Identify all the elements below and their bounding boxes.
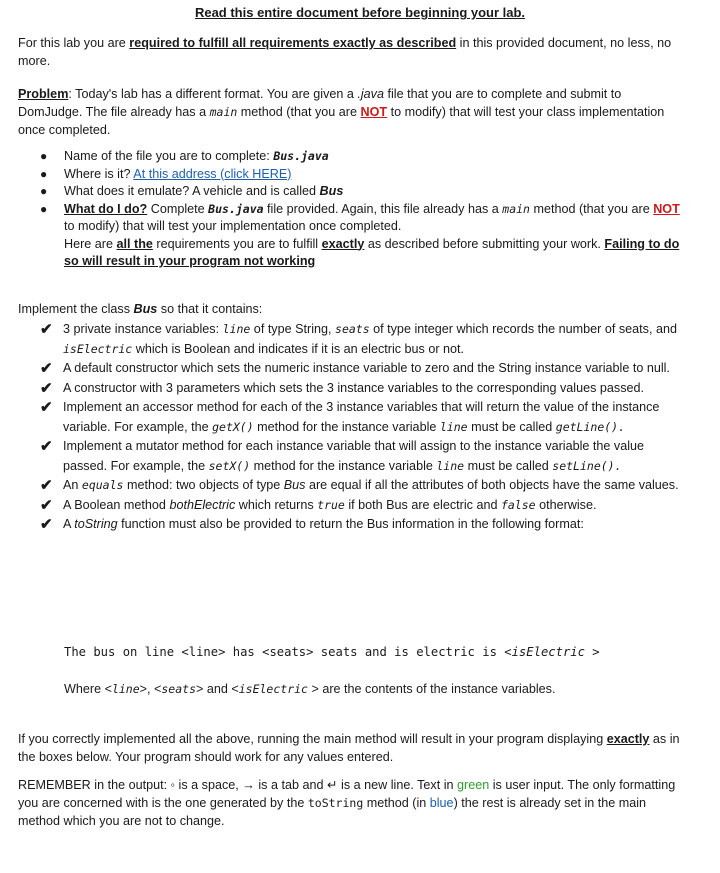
- checkmark-icon: ✔: [40, 379, 53, 397]
- bullet-item-what-to-do: [40, 201, 680, 271]
- check-item-both-electric: [40, 496, 680, 516]
- where-text-2: >, <: [139, 682, 162, 696]
- bullet-2-text: Where is it?: [64, 166, 134, 181]
- implement-heading: [18, 300, 686, 318]
- check-5-text-3: must be called: [464, 458, 553, 473]
- check-6-equals: equals: [81, 478, 124, 492]
- bullet-1-file: Bus.java: [273, 149, 329, 163]
- closing-paragraph: [18, 730, 686, 766]
- format-pre: The bus on line <line> has <seats> seats and is electric is <: [64, 645, 512, 659]
- problem-text-3: method (that you are: [237, 105, 361, 119]
- problem-java-ext: .java: [357, 87, 384, 101]
- check-item-default-constructor: [40, 359, 680, 379]
- implement-lead: Implement the class: [18, 302, 134, 316]
- check-5-setx: setX(): [208, 458, 251, 473]
- tab-arrow-icon: →: [242, 778, 255, 792]
- problem-text-1: : Today's lab has a different format. You are given a: [68, 87, 358, 101]
- where-line-var: line: [111, 682, 140, 696]
- where-text-3: > and <: [196, 682, 239, 696]
- check-6-bus: Bus: [283, 478, 306, 492]
- bullet-4-not: NOT: [653, 201, 680, 216]
- check-item-tostring: [40, 515, 680, 535]
- closing-text-2: as in the boxes below. Your program should work for any values entered.: [18, 732, 680, 764]
- check-4-text-1: Implement an accessor method for each of the 3 instance variables that will return the value of the instance variable. For example, the: [63, 400, 660, 434]
- check-4-getline: getLine().: [555, 419, 626, 434]
- check-7-text-4: otherwise.: [535, 497, 597, 512]
- bullet-item-emulate: [40, 183, 680, 201]
- check-2-text: A default constructor which sets the numeric instance variable to zero and the String instance variable to null.: [63, 361, 670, 375]
- where-text-1: Where <: [64, 682, 112, 696]
- bullet-4-file: Bus.java: [208, 201, 264, 216]
- check-7-both: bothElectric: [169, 497, 236, 512]
- intro-required: required to fulfill all requirements exactly as described: [129, 36, 457, 50]
- document-title: Read this entire document before beginning your lab.: [194, 5, 526, 20]
- intro-lead: For this lab you are: [18, 36, 130, 50]
- check-7-text-2: which returns: [235, 497, 318, 512]
- bullet-4-label: What do I do?: [64, 201, 148, 216]
- remember-blue: blue: [429, 796, 454, 810]
- remember-text-5: is user input. The only formatting you are concerned with is the one generated by the: [18, 778, 676, 810]
- remember-tostring: toString: [307, 796, 364, 810]
- closing-text-1: If you correctly implemented all the above, running the main method will result in your program displaying: [18, 732, 607, 746]
- check-5-text-1: Implement a mutator method for each instance variable that will assign to the instance variable the value passed. For example, the: [63, 439, 645, 473]
- check-7-text-3: if both Bus are electric and: [344, 497, 501, 512]
- check-5-setline: setLine().: [552, 458, 622, 473]
- check-7-false: false: [500, 497, 536, 512]
- check-item-constructor: [40, 379, 680, 399]
- bullet-4-text-3: method (that you are: [529, 201, 654, 216]
- check-item-accessor: [40, 398, 680, 437]
- format-iselectric: isElectric: [511, 645, 585, 659]
- check-6-text-3: are equal if all the attributes of both objects have the same values.: [305, 478, 679, 492]
- remember-text-1: REMEMBER in the output:: [18, 778, 171, 792]
- check-4-getx: getX(): [212, 419, 254, 434]
- check-7-text-1: A Boolean method: [63, 497, 170, 512]
- checkmark-icon: ✔: [40, 438, 53, 455]
- check-item-equals: [40, 476, 680, 496]
- check-1-iselectric: isElectric: [63, 341, 133, 356]
- problem-text-2: file that you are to complete and submit to DomJudge. The file already has a: [18, 87, 622, 119]
- check-item-variables: [40, 320, 680, 359]
- problem-paragraph: [18, 85, 686, 139]
- bullet-dot-icon: ●: [40, 149, 48, 163]
- check-4-text-3: must be called: [467, 419, 556, 434]
- bullet-dot-icon: ●: [40, 166, 48, 181]
- check-5-text-2: method for the instance variable: [250, 458, 437, 473]
- bullet-4-text-7: as described before submitting your work.: [364, 236, 605, 251]
- check-4-line: line: [439, 419, 468, 434]
- bullet-4-failing: Failing to do so will result in your program not working: [64, 236, 680, 268]
- remember-text-4: is a new line. Text in: [337, 778, 458, 792]
- address-link[interactable]: At this address (click HERE): [133, 166, 292, 181]
- check-3-text: A constructor with 3 parameters which sets the 3 instance variables to the corresponding values passed.: [63, 380, 645, 395]
- problem-label: Problem: [18, 87, 69, 101]
- checkmark-icon: ✔: [40, 399, 53, 416]
- bullet-4-text-6: requirements you are to fulfill: [152, 236, 322, 251]
- check-6-text-1: An: [63, 478, 82, 492]
- bullet-4-text-2: file provided. Again, this file already has a: [263, 201, 503, 216]
- bullet-4-text-5: Here are: [64, 236, 117, 251]
- bullet-4-text-4: to modify) that will test your implementation once completed.: [64, 219, 402, 233]
- problem-not: NOT: [360, 105, 388, 119]
- check-5-line: line: [436, 458, 465, 473]
- check-8-text-2: function must also be provided to return the Bus information in the following format:: [117, 517, 584, 531]
- requirements-checklist: [40, 320, 680, 535]
- where-seats-var: seats: [161, 682, 196, 696]
- bullet-4-all: all the: [116, 236, 153, 251]
- tostring-format-line: [64, 645, 600, 659]
- check-8-text-1: A: [63, 517, 75, 531]
- implement-rest: so that it contains:: [157, 302, 263, 316]
- remember-green: green: [457, 778, 490, 792]
- implement-bus: Bus: [133, 302, 158, 316]
- intro-paragraph: [18, 34, 686, 70]
- problem-main: main: [209, 105, 238, 119]
- remember-text-3: is a tab and: [254, 778, 327, 792]
- bullet-4-text-1: Complete: [147, 201, 209, 216]
- bullet-1-text: Name of the file you are to complete:: [64, 149, 274, 163]
- check-7-true: true: [317, 497, 345, 512]
- check-1-text-4: which is Boolean and indicates if it is an electric bus or not.: [132, 341, 465, 356]
- checkmark-icon: ✔: [40, 360, 53, 377]
- where-line: [64, 682, 555, 696]
- check-4-text-2: method for the instance variable: [253, 419, 440, 434]
- bullet-item-location: [40, 166, 680, 184]
- remember-paragraph: [18, 776, 686, 830]
- check-1-line: line: [222, 322, 251, 336]
- space-symbol-icon: ◦: [170, 778, 176, 792]
- bullet-list: [40, 148, 680, 271]
- check-1-text-2: of type String,: [250, 322, 336, 336]
- bullet-4-main: main: [502, 201, 530, 216]
- checkmark-icon: ✔: [40, 496, 53, 514]
- bullet-4-exactly: exactly: [321, 236, 365, 251]
- remember-text-7: ) the rest is already set in the main method which you are not to change.: [18, 796, 647, 828]
- check-6-text-2: method: two objects of type: [123, 478, 284, 492]
- where-text-4: > are the contents of the instance variables.: [307, 682, 556, 696]
- checkmark-icon: ✔: [40, 321, 53, 338]
- check-1-text-1: 3 private instance variables:: [63, 322, 223, 336]
- closing-exactly: exactly: [606, 732, 650, 746]
- check-1-seats: seats: [335, 322, 370, 336]
- check-1-text-3: of type integer which records the number of seats, and: [369, 322, 677, 336]
- format-post: >: [584, 645, 600, 659]
- newline-symbol-icon: ↵: [326, 778, 338, 792]
- problem-text-4: to modify) that will test your class implementation once completed.: [18, 105, 665, 137]
- remember-text-2: is a space,: [175, 778, 243, 792]
- bullet-dot-icon: ●: [40, 201, 48, 216]
- checkmark-icon: ✔: [40, 516, 53, 533]
- bullet-3-text: What does it emulate? A vehicle and is called: [64, 184, 320, 198]
- where-iselectric-var: isElectric: [238, 682, 308, 696]
- bullet-dot-icon: ●: [40, 184, 48, 198]
- remember-text-6: method (in: [363, 796, 430, 810]
- bullet-3-bus: Bus: [319, 184, 344, 198]
- bullet-item-filename: [40, 148, 680, 166]
- checkmark-icon: ✔: [40, 477, 53, 494]
- check-item-mutator: [40, 437, 680, 476]
- check-8-tostring: toString: [74, 517, 118, 531]
- intro-rest: in this provided document, no less, no more.: [18, 36, 672, 68]
